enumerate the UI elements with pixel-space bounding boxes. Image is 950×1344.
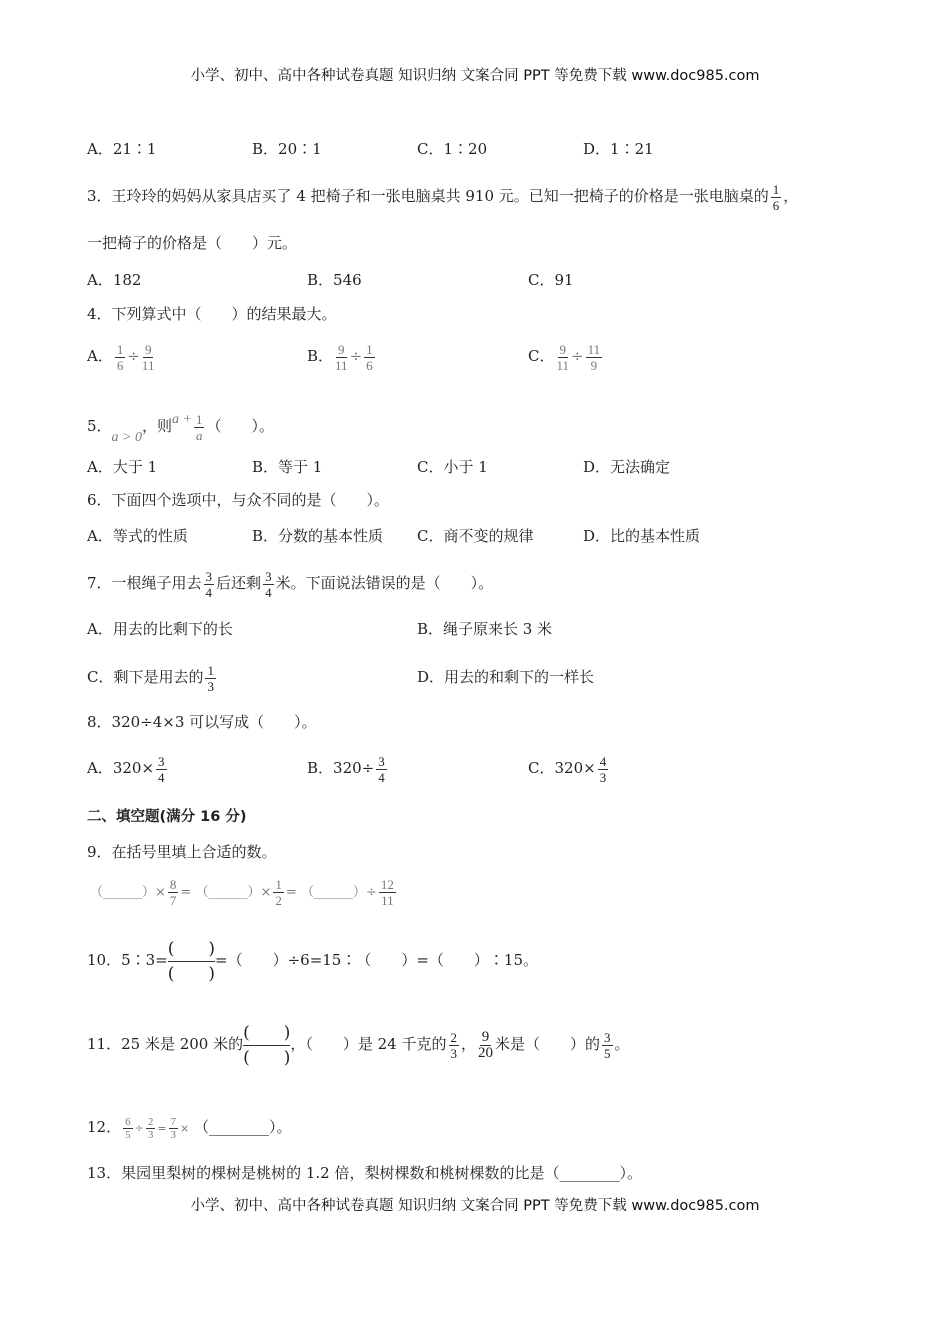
answer-blank[interactable]: （______） (195, 885, 261, 900)
option-a: A．等式的性质 (87, 527, 188, 545)
fraction: $\frac{1}{6}$ (772, 181, 780, 213)
question-6: 6．下面四个选项中，与众不同的是（ ）。 (87, 491, 390, 509)
option-d: D．无法确定 (583, 458, 671, 476)
option-a: A． $\frac{1}{6}$ ÷ $\frac{9}{11}$ (87, 341, 155, 373)
section-title: 二、填空题(满分 16 分) (87, 809, 247, 825)
option-c: C．320× $\frac{4}{3}$ (528, 753, 607, 785)
option-c: C．剩下是用去的 $\frac{1}{3}$ (87, 662, 214, 694)
page-footer: 小学、初中、高中各种试卷真题 知识归纳 文案合同 PPT 等免费下载 www.doc985.com (190, 1198, 760, 1214)
option-d: D．比的基本性质 (583, 527, 701, 545)
question-9: 9．在括号里填上合适的数。 (87, 843, 277, 861)
question-12: 12． $\frac{6}{5}$ ÷ $\frac{2}{3}$ = $\frac{7}{3}$ × （________）。 (87, 1115, 292, 1141)
question-8: 8．320÷4×3 可以写成（ ）。 (87, 713, 317, 731)
fraction-blank[interactable]: ( ) ( ) (243, 1022, 291, 1068)
option-c: C．商不变的规律 (417, 527, 534, 545)
option-c: C．小于 1 (417, 458, 488, 476)
option-a: A．大于 1 (87, 458, 158, 476)
option-a: A．320× $\frac{3}{4}$ (87, 753, 165, 785)
option-b: B．绳子原来长 3 米 (417, 620, 553, 638)
question-7: 7．一根绳子用去 $\frac{3}{4}$ 后还剩 $\frac{3}{4}$ 米。下面说法错误的是（ ）。 (87, 568, 494, 600)
option-b: B．20∶1 (252, 140, 322, 158)
question-4: 4．下列算式中（ ）的结果最大。 (87, 305, 337, 323)
question-text: 3．王玲玲的妈妈从家具店买了 4 把椅子和一张电脑桌共 910 元。已知一把椅子的价格是一张电脑桌的 (87, 187, 769, 205)
option-a: A．21∶1 (87, 140, 157, 158)
option-c: C．91 (528, 271, 574, 289)
question-11: 11．25 米是 200 米的 ( ) ( ) ，（ ）是 24 千克的 $\frac{2}{3}$ ， $\frac{9}{20}$ 米是（ ）的 $\frac{3}{5}$ 。 (87, 1022, 630, 1068)
option-c: C． $\frac{9}{11}$ ÷ $\frac{11}{9}$ (528, 341, 601, 373)
option-a: A．用去的比剩下的长 (87, 620, 233, 638)
answer-blank[interactable]: （______） (300, 885, 366, 900)
option-b: B． $\frac{9}{11}$ ÷ $\frac{1}{6}$ (307, 341, 373, 373)
option-a: A．182 (87, 271, 142, 289)
question-9-equation: （______）× $\frac{8}{7}$ = （______）× $\frac{1}{2}$ = （______）÷ $\frac{12}{11}$ (90, 877, 394, 908)
option-c: C．1∶20 (417, 140, 488, 158)
page-header: 小学、初中、高中各种试卷真题 知识归纳 文案合同 PPT 等免费下载 www.doc985.com (190, 68, 760, 84)
answer-blank[interactable]: （______） (90, 885, 156, 900)
question-10: 10．5∶3= ( ) ( ) =（ ）÷6=15∶（ ）=（ ）∶15。 (87, 938, 539, 984)
question-3: 3．王玲玲的妈妈从家具店买了 4 把椅子和一张电脑桌共 910 元。已知一把椅子的价格是一张电脑桌的 $\frac{1}{6}$ ， (87, 181, 799, 213)
option-d: D．1∶21 (583, 140, 654, 158)
answer-blank[interactable]: （________）。 (194, 1118, 292, 1136)
question-13: 13．果园里梨树的棵树是桃树的 1.2 倍，梨树棵数和桃树棵数的比是（________）。 (87, 1164, 642, 1182)
option-b: B．分数的基本性质 (252, 527, 384, 545)
question-5: 5．a > 0，则a + $\frac{1}{a}$ （ ）。 (87, 411, 274, 445)
question-3-continued: 一把椅子的价格是（ ）元。 (87, 234, 298, 252)
option-b: B．546 (307, 271, 362, 289)
fraction-blank[interactable]: ( ) ( ) (167, 938, 216, 984)
option-d: D．用去的和剩下的一样长 (417, 668, 595, 686)
option-b: B．等于 1 (252, 458, 323, 476)
option-b: B．320÷ $\frac{3}{4}$ (307, 753, 385, 785)
